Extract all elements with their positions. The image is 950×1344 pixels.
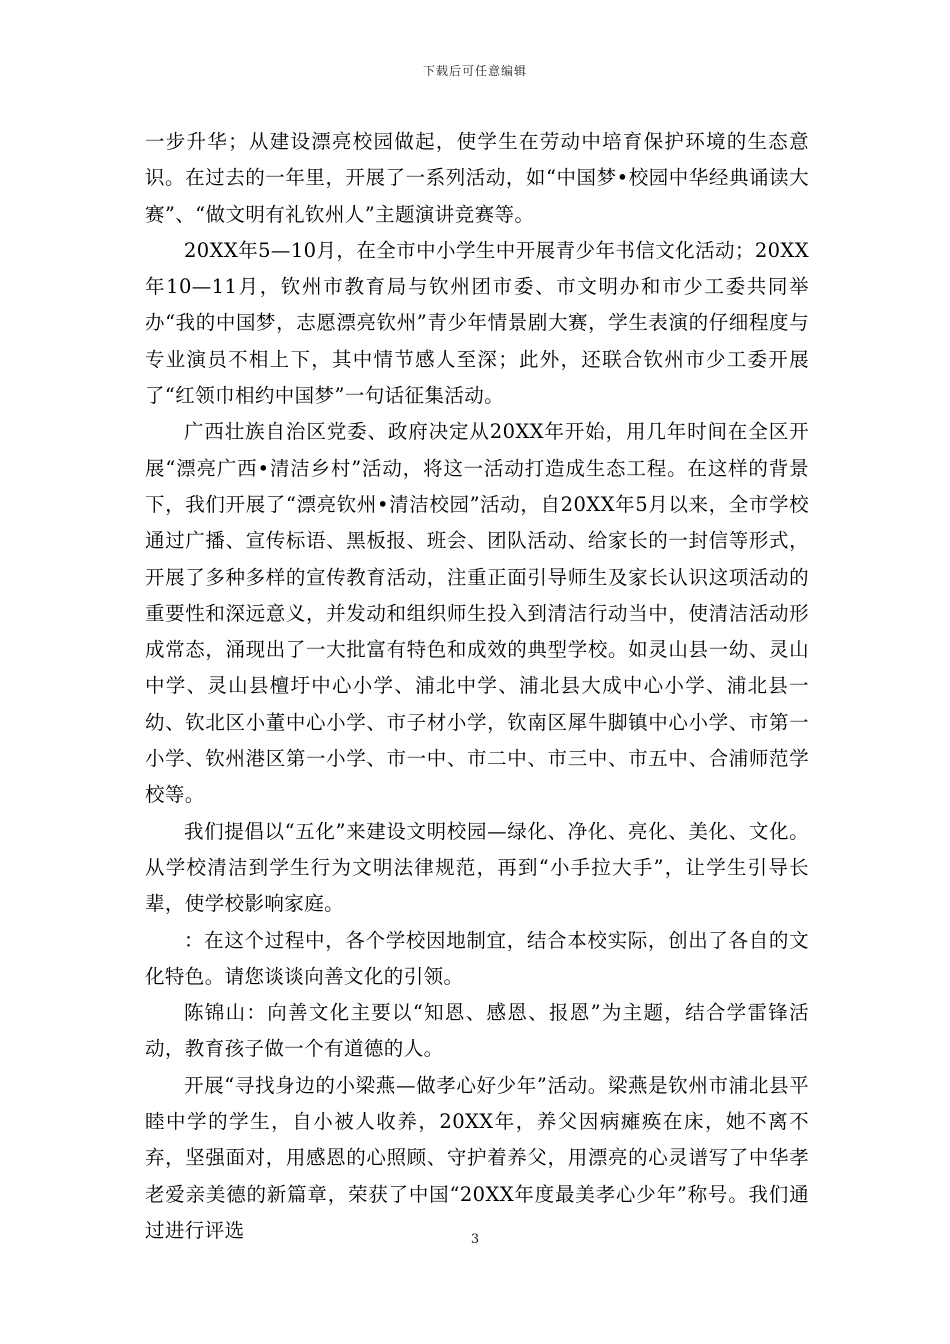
paragraph-3: 广西壮族自治区党委、政府决定从20XX年开始，用几年时间在全区开展“漂亮广西•清洁乡村”活动，将这一活动打造成生态工程。在这样的背景下，我们开展了“漂亮钦州•清洁校园”活动，自20XX年5月以来，全市学校通过广播、宣传标语、黑板报、班会、团队活动、给家长的一封信等形式，开展了多种多样的宣传教育活动，注重正面引导师生及家长认识这项活动的重要性和深远意义，并发动和组织师生投入到清洁行动当中，使清洁活动形成常态，涌现出了一大批富有特色和成效的典型学校。如灵山县一幼、灵山中学、灵山县檀圩中心小学、浦北中学、浦北县大成中心小学、浦北县一幼、钦北区小董中心小学、市子材小学，钦南区犀牛脚镇中心小学、市第一小学、钦州港区第一小学、市一中、市二中、市三中、市五中、合浦师范学校等。	[145, 420, 809, 807]
document-body	[145, 124, 809, 1249]
page-header: 下载后可任意编辑	[422, 64, 527, 78]
paragraph-4: 我们提倡以“五化”来建设文明校园—绿化、净化、亮化、美化、文化。从学校清洁到学生行为文明法律规范，再到“小手拉大手”，让学生引导长辈，使学校影响家庭。	[145, 819, 809, 916]
paragraph-2: 20XX年5—10月，在全市中小学生中开展青少年书信文化活动；20XX年10—11月，钦州市教育局与钦州团市委、市文明办和市少工委共同举办“我的中国梦，志愿漂亮钦州”青少年情景剧大赛，学生表演的仔细程度与专业演员不相上下，其中情节感人至深；此外，还联合钦州市少工委开展了“红领巾相约中国梦”一句话征集活动。	[145, 238, 809, 408]
paragraph-1: 一步升华；从建设漂亮校园做起，使学生在劳动中培育保护环境的生态意识。在过去的一年里，开展了一系列活动，如“中国梦•校园中华经典诵读大赛”、“做文明有礼钦州人”主题演讲竞赛等。	[145, 130, 809, 226]
paragraph-5: ：在这个过程中，各个学校因地制宜，结合本校实际，创出了各自的文化特色。请您谈谈向善文化的引领。	[145, 928, 809, 988]
paragraph-7: 开展“寻找身边的小梁燕—做孝心好少年”活动。梁燕是钦州市浦北县平睦中学的学生，自小被人收养，20XX年，养父因病瘫痪在床，她不离不弃，坚强面对，用感恩的心照顾、守护着养父，用漂亮的心灵谱写了中华孝老爱亲美德的新篇章，荣获了中国“20XX年度最美孝心少年”称号。我们通过进行评选	[145, 1073, 809, 1242]
page-number: 3	[470, 1232, 480, 1247]
paragraph-6: 陈锦山：向善文化主要以“知恩、感恩、报恩”为主题，结合学雷锋活动，教育孩子做一个有道德的人。	[145, 1001, 809, 1061]
